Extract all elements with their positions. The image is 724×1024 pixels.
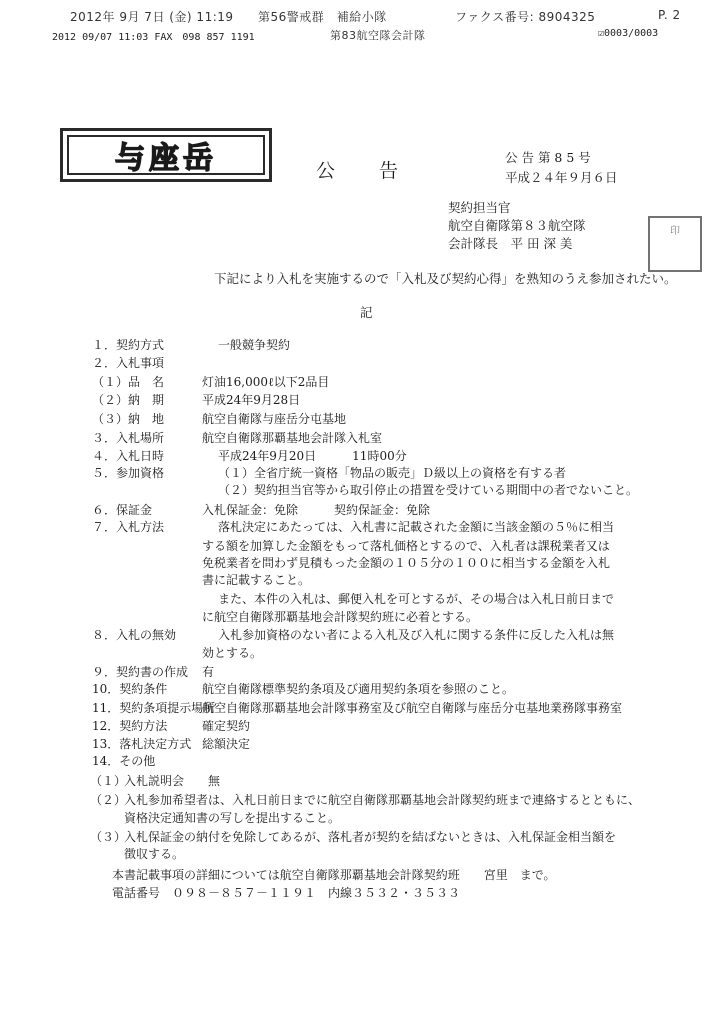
item-value: 入札参加資格のない者による入札及び入札に関する条件に反した入札は無 — [218, 628, 615, 642]
location-stamp-text: 与座岳 — [67, 135, 265, 175]
other-number: （１） — [90, 774, 127, 788]
item-value: 航空自衛隊那覇基地会計隊入札室 — [202, 431, 383, 445]
other-text: 入札参加希望者は、入札日前日までに航空自衛隊那覇基地会計隊契約班まで連絡するとともに、 — [124, 793, 641, 807]
fax-page-count: ☑0003/0003 — [598, 28, 659, 39]
notice-number: 公 告 第 8 5 号 — [505, 150, 591, 165]
item-label: 13．落札決定方式 — [92, 737, 192, 751]
item-label: ８．入札の無効 — [92, 628, 177, 642]
fax-sender: 第56警戒群 補給小隊 — [258, 10, 387, 24]
item-value: 効とする。 — [202, 646, 263, 660]
other-text: 入札説明会 無 — [124, 774, 221, 788]
item-value: 免税業者を問わず見積もった金額の１０５分の１００に相当する金額を入札 — [202, 556, 611, 570]
item-value: 灯油16,000ℓ以下2品目 — [202, 375, 330, 389]
item-label: ３．入札場所 — [92, 431, 165, 445]
fax-page: P. 2 — [658, 8, 681, 22]
item-value: （１）全省庁統一資格「物品の販売」Ｄ級以上の資格を有する者 — [218, 466, 567, 480]
item-label: ２．入札事項 — [92, 356, 165, 370]
other-text: 徴収する。 — [124, 847, 185, 861]
other-text: 入札保証金の納付を免除してあるが、落札者が契約を結ばないときは、入札保証金相当額を — [124, 830, 617, 844]
item-value: する額を加算した金額をもって落札価格とするので、入札者は課税業者又は — [202, 539, 610, 553]
item-label: １．契約方式 — [92, 338, 165, 352]
item-label: 12．契約方法 — [92, 719, 168, 733]
item-value: 入札保証金：免除 契約保証金：免除 — [202, 503, 431, 517]
item-label: ５．参加資格 — [92, 466, 165, 480]
item-label: ７．入札方法 — [92, 520, 165, 534]
phone-line: 電話番号 ０９８－８５７－１１９１ 内線３５３２・３５３３ — [112, 886, 461, 900]
item-value: 平成24年9月28日 — [202, 393, 301, 407]
item-value: 一般競争契約 — [218, 338, 291, 352]
item-label: ４．入札日時 — [92, 449, 165, 463]
notice-date: 平成２４年９月６日 — [505, 170, 618, 185]
item-label: （２）納 期 — [92, 393, 165, 407]
item-label: 11．契約条項提示場所 — [92, 701, 216, 715]
issuer-unit: 航空自衛隊第８３航空隊 — [448, 218, 586, 233]
item-value: また、本件の入札は、郵便入札を可とするが、その場合は入札日前日まで — [218, 592, 615, 606]
item-value: 航空自衛隊那覇基地会計隊事務室及び航空自衛隊与座岳分屯基地業務隊事務室 — [202, 701, 623, 715]
issuer-role: 契約担当官 — [448, 200, 511, 215]
other-text: 資格決定通知書の写しを提出すること。 — [124, 811, 341, 825]
fax-transmission-stamp: 2012 09/07 11:03 FAX 098 857 1191 — [52, 32, 255, 43]
other-number: （３） — [90, 830, 127, 844]
item-value: （２）契約担当官等から取引停止の措置を受けている期間中の者でないこと。 — [218, 483, 639, 497]
item-value: 有 — [202, 665, 215, 679]
item-value: 書に記載すること。 — [202, 573, 311, 587]
item-label: ９．契約書の作成 — [92, 665, 189, 679]
fax-number: ファクス番号: 8904325 — [455, 10, 596, 24]
item-value: 平成24年9月20日 11時00分 — [218, 449, 407, 463]
issuer-name: 会計隊長 平 田 深 美 — [448, 236, 573, 251]
item-value: 総額決定 — [202, 737, 251, 751]
item-label: 14．その他 — [92, 754, 156, 768]
notice-intro: 下記により入札を実施するので「入札及び契約心得」を熟知のうえ参加されたい。 — [214, 271, 677, 286]
notice-heading: 記 — [360, 305, 373, 320]
contact-line: 本書記載事項の詳細については航空自衛隊那覇基地会計隊契約班 宮里 まで。 — [112, 868, 556, 882]
item-value: に航空自衛隊那覇基地会計隊契約班に必着とする。 — [202, 610, 479, 624]
notice-title: 公 告 — [316, 160, 401, 182]
other-number: （２） — [90, 793, 127, 807]
item-label: ６．保証金 — [92, 503, 153, 517]
item-label: （３）納 地 — [92, 412, 165, 426]
item-label: （１）品 名 — [92, 375, 165, 389]
item-value: 航空自衛隊与座岳分屯基地 — [202, 412, 347, 426]
fax-sender-unit: 第83航空隊会計隊 — [330, 29, 426, 42]
item-value: 確定契約 — [202, 719, 251, 733]
location-stamp — [60, 128, 272, 182]
item-label: 10．契約条件 — [92, 682, 168, 696]
fax-date: 2012年 9月 7日 (金) 11:19 — [70, 10, 234, 24]
official-seal-text: 印 — [670, 226, 680, 237]
item-value: 落札決定にあたっては、入札書に記載された金額に当該金額の５％に相当 — [218, 520, 615, 534]
official-seal — [648, 216, 702, 272]
item-value: 航空自衛隊標準契約条項及び適用契約条項を参照のこと。 — [202, 682, 515, 696]
